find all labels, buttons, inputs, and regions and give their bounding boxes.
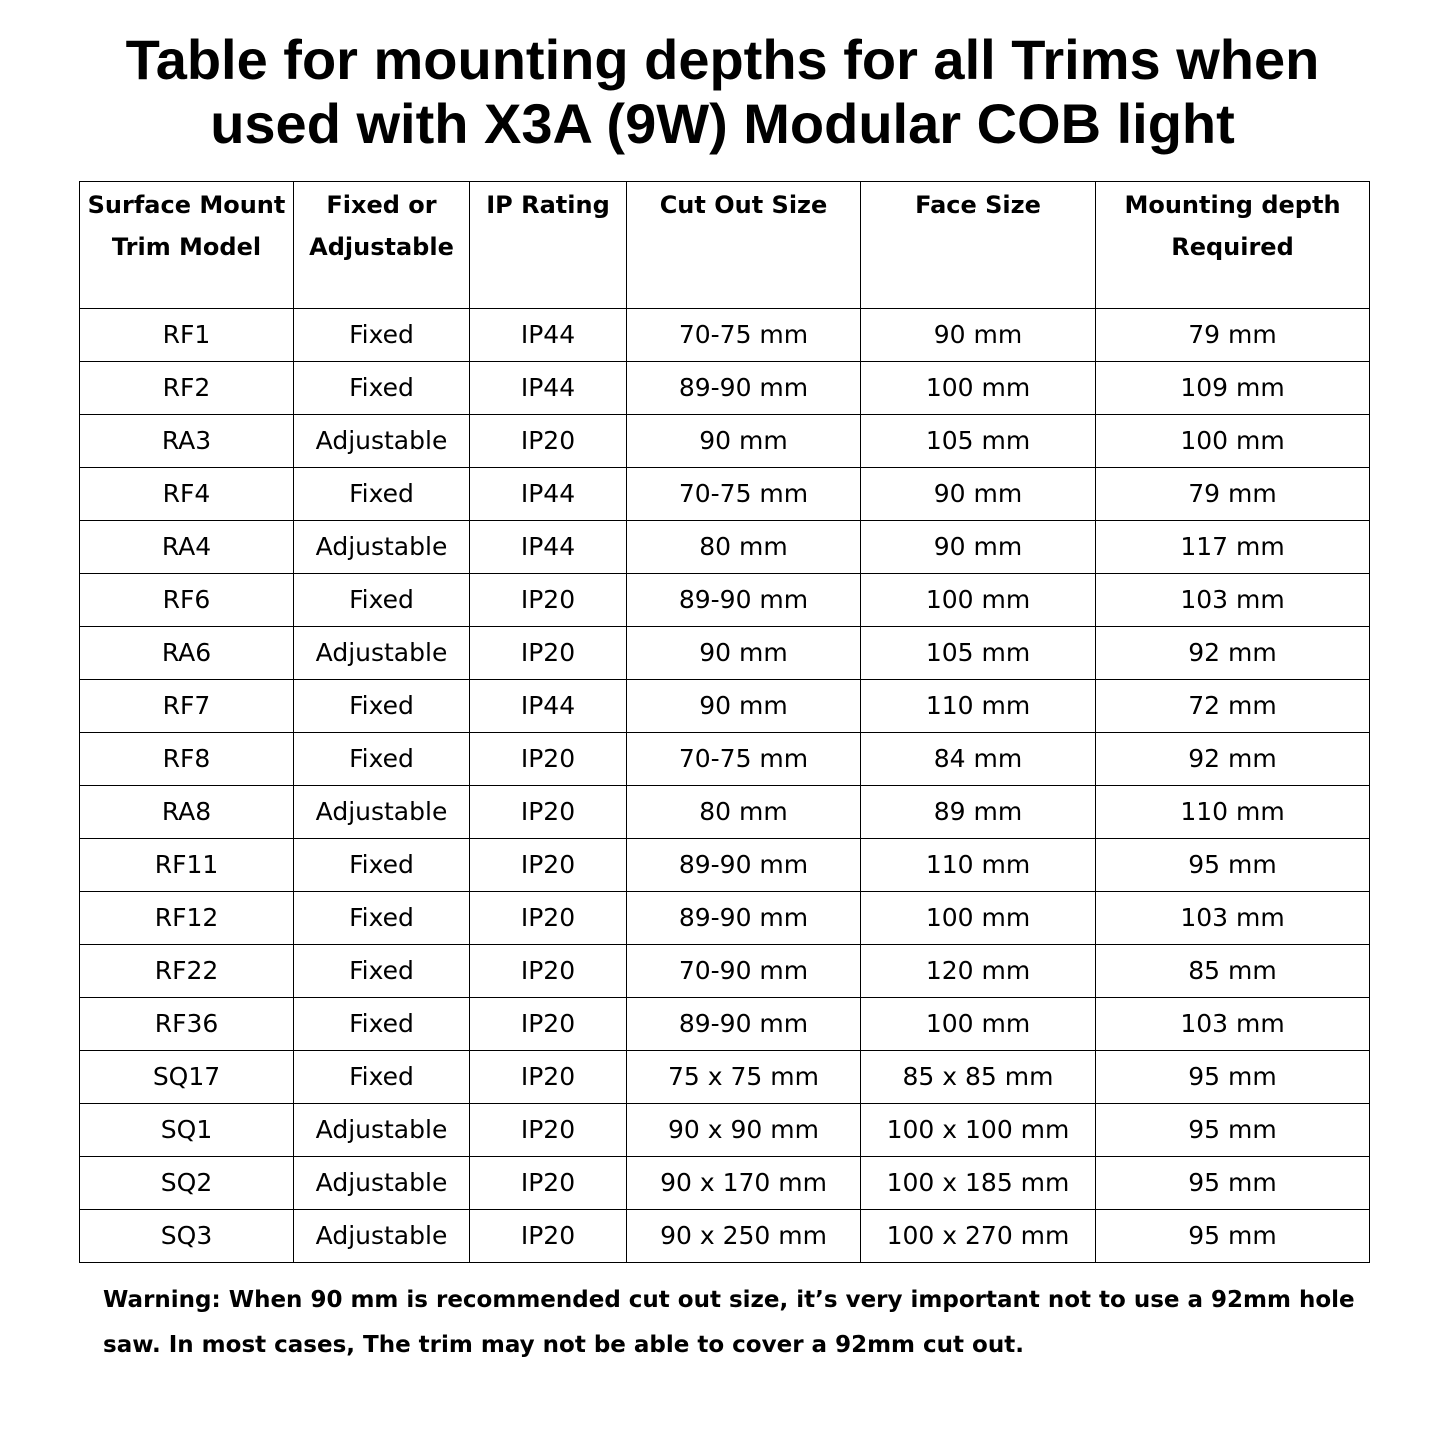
header-face-size: Face Size [861, 182, 1096, 309]
title-line-2: used with X3A (9W) Modular COB light [210, 92, 1235, 155]
cell-type: Adjustable [294, 1210, 470, 1263]
cell-cut-out-size: 70-75 mm [627, 468, 861, 521]
cell-cut-out-size: 75 x 75 mm [627, 1051, 861, 1104]
cell-ip-rating: IP44 [470, 680, 627, 733]
cell-type: Adjustable [294, 521, 470, 574]
cell-type: Fixed [294, 1051, 470, 1104]
cell-face-size: 100 x 185 mm [861, 1157, 1096, 1210]
cell-model: RF2 [80, 362, 294, 415]
cell-face-size: 110 mm [861, 839, 1096, 892]
cell-type: Fixed [294, 468, 470, 521]
title-line-1: Table for mounting depths for all Trims when [125, 28, 1320, 91]
cell-mounting-depth: 117 mm [1096, 521, 1370, 574]
cell-face-size: 89 mm [861, 786, 1096, 839]
table-row [80, 892, 1370, 945]
table-row [80, 1051, 1370, 1104]
cell-type: Fixed [294, 733, 470, 786]
table-row [80, 1157, 1370, 1210]
cell-model: RF4 [80, 468, 294, 521]
cell-mounting-depth: 95 mm [1096, 1210, 1370, 1263]
cell-model: SQ2 [80, 1157, 294, 1210]
cell-model: RA8 [80, 786, 294, 839]
cell-cut-out-size: 89-90 mm [627, 892, 861, 945]
cell-face-size: 84 mm [861, 733, 1096, 786]
cell-face-size: 90 mm [861, 468, 1096, 521]
cell-type: Adjustable [294, 415, 470, 468]
table-row [80, 468, 1370, 521]
cell-mounting-depth: 103 mm [1096, 892, 1370, 945]
cell-face-size: 90 mm [861, 521, 1096, 574]
cell-cut-out-size: 90 x 250 mm [627, 1210, 861, 1263]
cell-ip-rating: IP44 [470, 362, 627, 415]
table-row [80, 574, 1370, 627]
table-row [80, 680, 1370, 733]
cell-mounting-depth: 109 mm [1096, 362, 1370, 415]
cell-face-size: 90 mm [861, 309, 1096, 362]
cell-face-size: 105 mm [861, 415, 1096, 468]
cell-mounting-depth: 92 mm [1096, 733, 1370, 786]
cell-model: RF8 [80, 733, 294, 786]
cell-model: SQ1 [80, 1104, 294, 1157]
page-title [0, 28, 1445, 156]
cell-mounting-depth: 95 mm [1096, 1051, 1370, 1104]
cell-mounting-depth: 72 mm [1096, 680, 1370, 733]
cell-face-size: 85 x 85 mm [861, 1051, 1096, 1104]
table-row [80, 415, 1370, 468]
table-row [80, 945, 1370, 998]
cell-cut-out-size: 90 mm [627, 415, 861, 468]
cell-cut-out-size: 70-75 mm [627, 309, 861, 362]
cell-ip-rating: IP20 [470, 1051, 627, 1104]
cell-model: RA3 [80, 415, 294, 468]
cell-type: Fixed [294, 362, 470, 415]
cell-mounting-depth: 95 mm [1096, 1104, 1370, 1157]
header-cut-out-size: Cut Out Size [627, 182, 861, 309]
table-row [80, 733, 1370, 786]
cell-ip-rating: IP44 [470, 521, 627, 574]
cell-ip-rating: IP20 [470, 574, 627, 627]
cell-model: RF12 [80, 892, 294, 945]
cell-mounting-depth: 110 mm [1096, 786, 1370, 839]
cell-model: RF22 [80, 945, 294, 998]
table-row [80, 309, 1370, 362]
cell-cut-out-size: 80 mm [627, 521, 861, 574]
cell-model: RF36 [80, 998, 294, 1051]
cell-ip-rating: IP20 [470, 1104, 627, 1157]
table-row [80, 362, 1370, 415]
cell-cut-out-size: 70-75 mm [627, 733, 861, 786]
cell-face-size: 110 mm [861, 680, 1096, 733]
header-model: Surface Mount Trim Model [80, 182, 294, 309]
cell-type: Adjustable [294, 1104, 470, 1157]
cell-face-size: 120 mm [861, 945, 1096, 998]
cell-mounting-depth: 100 mm [1096, 415, 1370, 468]
cell-ip-rating: IP20 [470, 1210, 627, 1263]
table-row [80, 786, 1370, 839]
table-row [80, 521, 1370, 574]
cell-cut-out-size: 90 mm [627, 680, 861, 733]
cell-cut-out-size: 70-90 mm [627, 945, 861, 998]
table-row [80, 1210, 1370, 1263]
cell-mounting-depth: 95 mm [1096, 1157, 1370, 1210]
cell-face-size: 105 mm [861, 627, 1096, 680]
header-fixed-adjustable: Fixed or Adjustable [294, 182, 470, 309]
cell-type: Fixed [294, 680, 470, 733]
cell-model: SQ3 [80, 1210, 294, 1263]
cell-cut-out-size: 90 x 90 mm [627, 1104, 861, 1157]
cell-model: RF7 [80, 680, 294, 733]
cell-ip-rating: IP44 [470, 468, 627, 521]
cell-model: RF11 [80, 839, 294, 892]
cell-mounting-depth: 85 mm [1096, 945, 1370, 998]
cell-type: Fixed [294, 309, 470, 362]
cell-cut-out-size: 90 x 170 mm [627, 1157, 861, 1210]
cell-type: Adjustable [294, 1157, 470, 1210]
cell-face-size: 100 x 270 mm [861, 1210, 1096, 1263]
header-ip-rating: IP Rating [470, 182, 627, 309]
table-row [80, 839, 1370, 892]
cell-ip-rating: IP20 [470, 415, 627, 468]
cell-face-size: 100 mm [861, 574, 1096, 627]
cell-cut-out-size: 89-90 mm [627, 574, 861, 627]
cell-model: RA6 [80, 627, 294, 680]
cell-type: Fixed [294, 839, 470, 892]
cell-ip-rating: IP20 [470, 1157, 627, 1210]
cell-model: RF6 [80, 574, 294, 627]
cell-mounting-depth: 79 mm [1096, 468, 1370, 521]
cell-face-size: 100 mm [861, 998, 1096, 1051]
cell-type: Adjustable [294, 786, 470, 839]
cell-face-size: 100 mm [861, 362, 1096, 415]
cell-ip-rating: IP20 [470, 839, 627, 892]
cell-face-size: 100 mm [861, 892, 1096, 945]
cell-ip-rating: IP20 [470, 892, 627, 945]
table-row [80, 1104, 1370, 1157]
cell-mounting-depth: 79 mm [1096, 309, 1370, 362]
warning-note: Warning: When 90 mm is recommended cut out size, it’s very important not to use a 92mm hole saw. In most cases, The trim may not be able to cover a 92mm cut out. [103, 1287, 1355, 1358]
cell-ip-rating: IP20 [470, 733, 627, 786]
cell-type: Fixed [294, 945, 470, 998]
table-row [80, 998, 1370, 1051]
cell-mounting-depth: 95 mm [1096, 839, 1370, 892]
cell-cut-out-size: 90 mm [627, 627, 861, 680]
cell-face-size: 100 x 100 mm [861, 1104, 1096, 1157]
cell-cut-out-size: 80 mm [627, 786, 861, 839]
cell-cut-out-size: 89-90 mm [627, 362, 861, 415]
cell-mounting-depth: 92 mm [1096, 627, 1370, 680]
cell-ip-rating: IP20 [470, 945, 627, 998]
cell-ip-rating: IP20 [470, 627, 627, 680]
table-header-row [80, 182, 1370, 309]
cell-type: Fixed [294, 998, 470, 1051]
cell-model: RA4 [80, 521, 294, 574]
cell-type: Fixed [294, 574, 470, 627]
header-mounting-depth: Mounting depth Required [1096, 182, 1370, 309]
cell-model: RF1 [80, 309, 294, 362]
cell-ip-rating: IP20 [470, 786, 627, 839]
cell-ip-rating: IP20 [470, 998, 627, 1051]
cell-mounting-depth: 103 mm [1096, 574, 1370, 627]
cell-ip-rating: IP44 [470, 309, 627, 362]
cell-cut-out-size: 89-90 mm [627, 839, 861, 892]
cell-type: Adjustable [294, 627, 470, 680]
mounting-depth-table [79, 181, 1370, 1263]
cell-mounting-depth: 103 mm [1096, 998, 1370, 1051]
cell-type: Fixed [294, 892, 470, 945]
cell-cut-out-size: 89-90 mm [627, 998, 861, 1051]
cell-model: SQ17 [80, 1051, 294, 1104]
table-row [80, 627, 1370, 680]
